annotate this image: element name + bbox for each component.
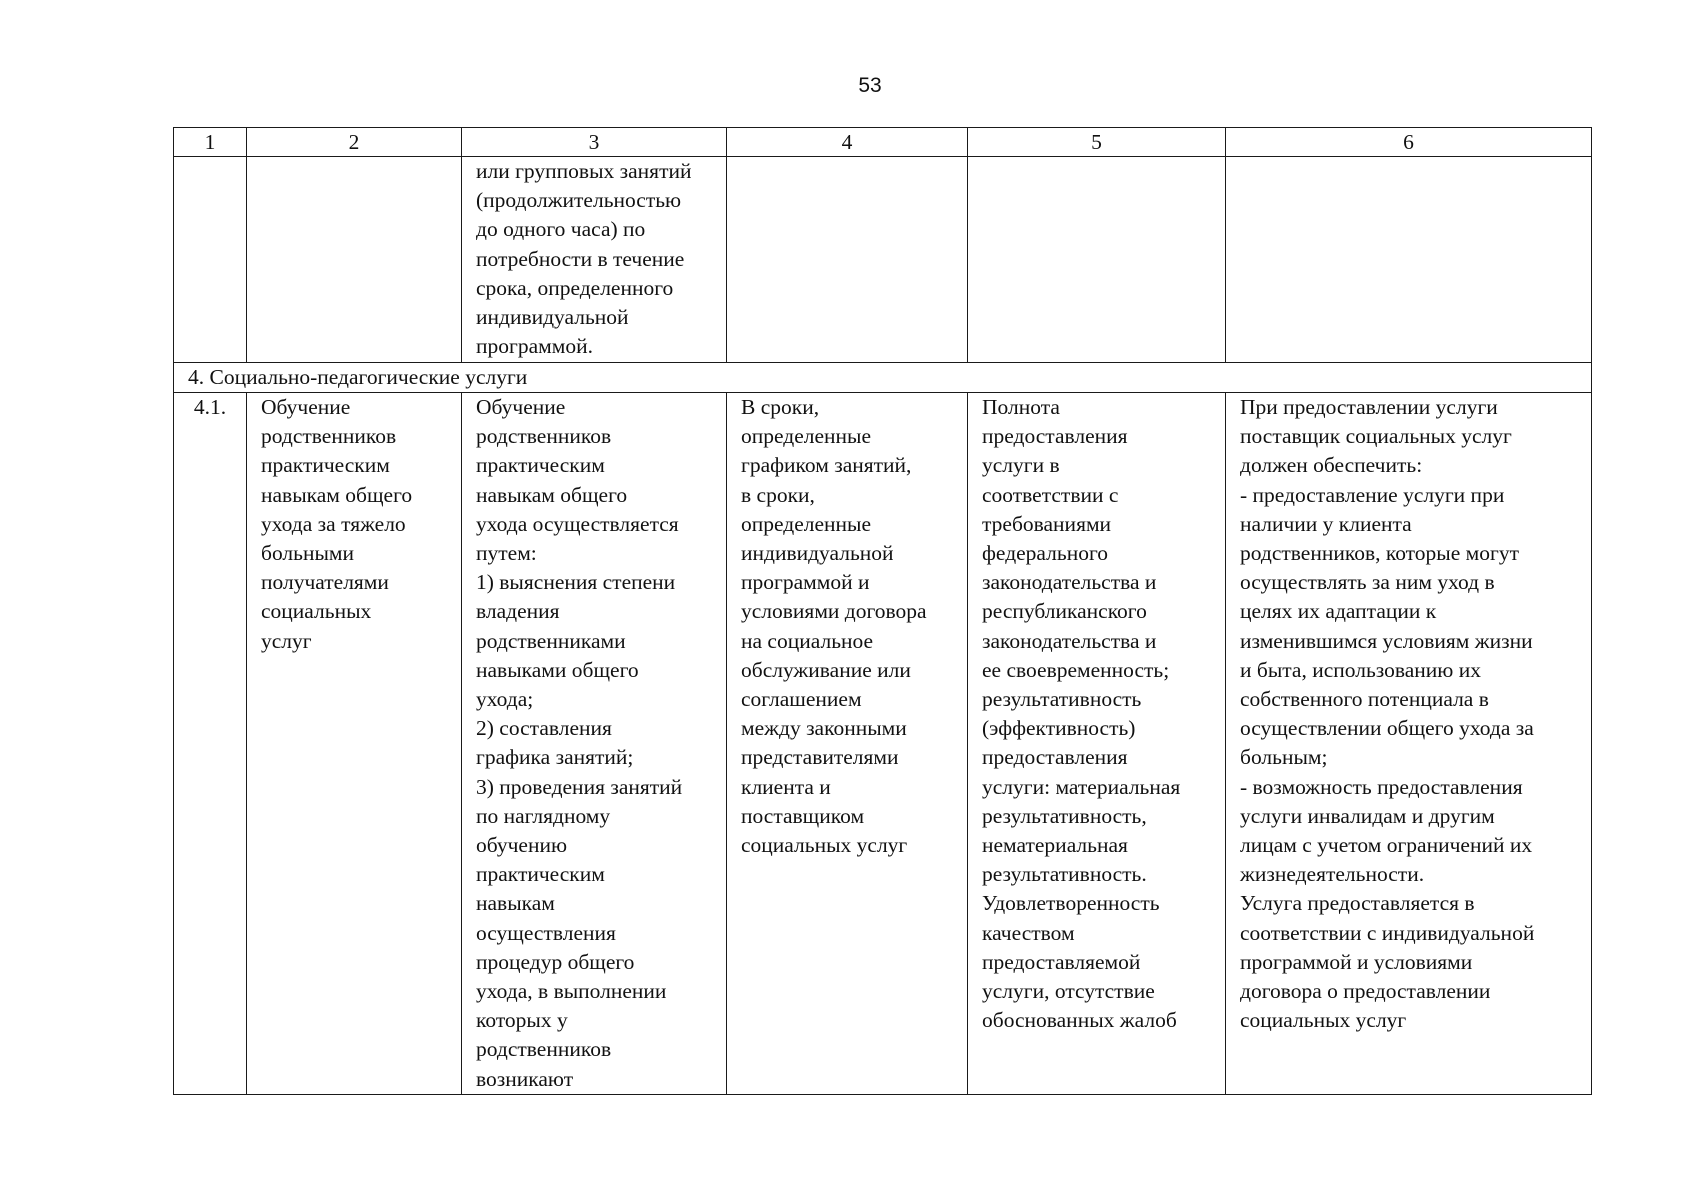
service-name: Обучение родственников практическим навыкам общего ухода за тяжело больными получателями социальных услуг [247,393,462,1095]
services-table [173,127,1592,1095]
section-title: 4. Социально-педагогические услуги [174,363,1592,393]
column-header-6: 6 [1226,128,1592,157]
service-description: Обучение родственников практическим навыкам общего ухода осуществляется путем: 1) выяснения степени владения родственниками навыками общего ухода; 2) составления графика занятий; 3) проведения занятий по наглядному обучению практическим навыкам осуществления процедур общего ухода, в выполнении которых у родственников возникают [462,393,727,1095]
cell-terms [727,157,968,363]
column-header-5: 5 [968,128,1226,157]
cell-description: или групповых занятий (продолжительностью до одного часа) по потребности в течение срока, определенного индивидуальной программой. [462,157,727,363]
page-number: 53 [858,74,882,97]
section-row [174,363,1592,393]
column-header-3: 3 [462,128,727,157]
column-header-2: 2 [247,128,462,157]
cell-quality [968,157,1226,363]
cell-name [247,157,462,363]
column-header-4: 4 [727,128,968,157]
service-number: 4.1. [174,393,247,1095]
table-header-row [174,128,1592,157]
cell-conditions [1226,157,1592,363]
cell-number [174,157,247,363]
service-quality: Полнота предоставления услуги в соответствии с требованиями федерального законодательства и республиканского законодательства и ее своевременность; результативность (эффективность) предоставления услуги: материальная результативность, нематериальная результативность. Удовлетворенность качеством предоставляемой услуги, отсутствие обоснованных жалоб [968,393,1226,1095]
column-header-1: 1 [174,128,247,157]
table-row-continuation [174,157,1592,363]
service-conditions: При предоставлении услуги поставщик социальных услуг должен обеспечить: - предоставление услуги при наличии у клиента родственников, которые могут осуществлять за ним уход в целях их адаптации к изменившимся условиям жизни и быта, использованию их собственного потенциала в осуществлении общего ухода за больным; - возможность предоставления услуги инвалидам и другим лицам с учетом ограничений их жизнедеятельности. Услуга предоставляется в соответствии с индивидуальной программой и условиями договора о предоставлении социальных услуг [1226,393,1592,1095]
table-row-service [174,393,1592,1095]
service-terms: В сроки, определенные графиком занятий, в сроки, определенные индивидуальной программой и условиями договора на социальное обслуживание или соглашением между законными представителями клиента и поставщиком социальных услуг [727,393,968,1095]
